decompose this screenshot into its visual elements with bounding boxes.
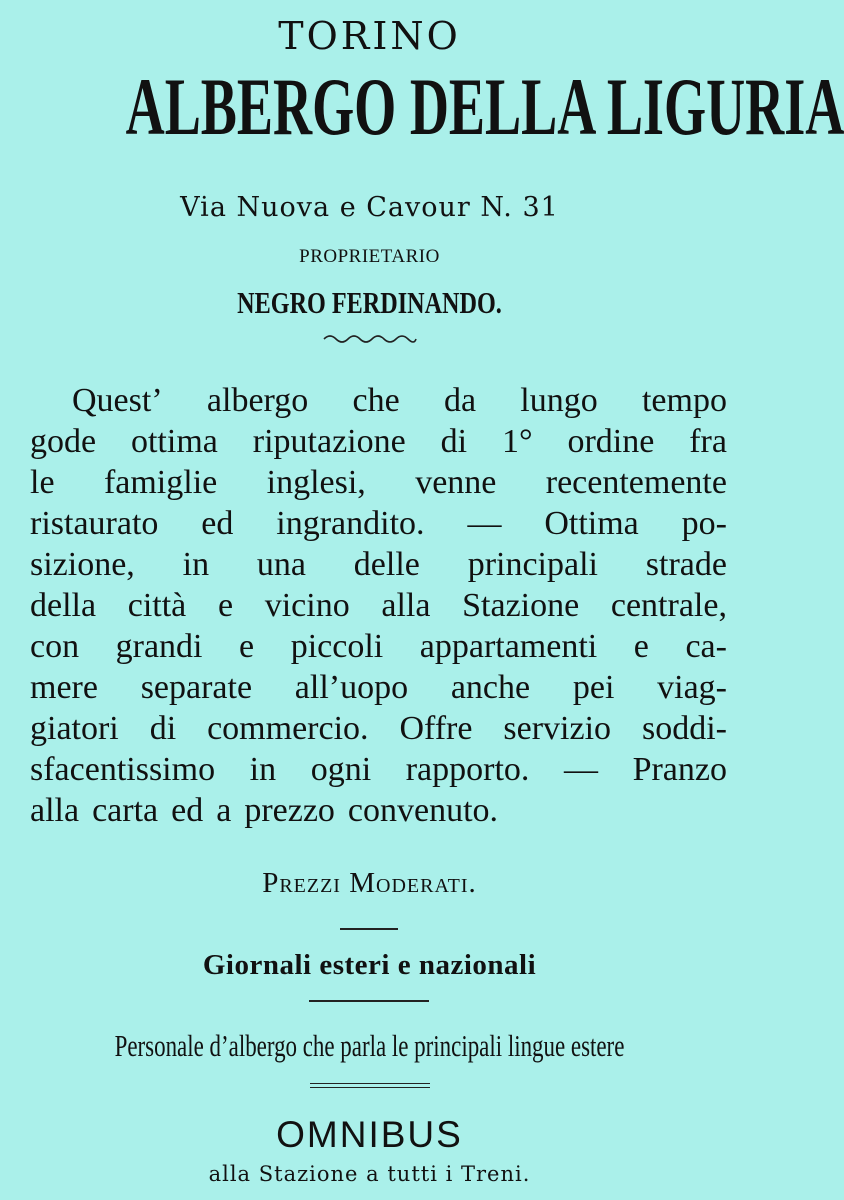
text-word: ca- — [685, 628, 727, 665]
divider-medium — [309, 1000, 429, 1002]
text-word: fra — [689, 423, 727, 460]
text-word: Offre — [399, 710, 473, 747]
owner-label: PROPRIETARIO — [299, 246, 440, 267]
text-word: centrale, — [610, 587, 727, 624]
text-word: Ottima — [544, 505, 639, 542]
city-heading: TORINO — [278, 14, 461, 58]
text-word: con — [30, 628, 80, 665]
text-word: anche — [450, 669, 531, 706]
text-word: — — [467, 505, 502, 542]
text-word: Pranzo — [632, 751, 727, 788]
text-word: e — [217, 587, 234, 624]
text-line — [30, 708, 727, 749]
text-word: tempo — [641, 382, 727, 419]
text-word: da — [443, 382, 477, 419]
text-word: di — [440, 423, 468, 460]
hotel-address: Via Nuova e Cavour N. 31 — [180, 192, 559, 223]
text-word: ottima — [130, 423, 218, 460]
text-word: viag- — [657, 669, 727, 706]
text-word: strade — [645, 546, 727, 583]
staff-note: Personale d’albergo che parla le principali lingue estere — [114, 1028, 625, 1063]
text-word: ordine — [567, 423, 655, 460]
text-word: giatori — [30, 710, 119, 747]
text-word: carta — [92, 792, 159, 829]
text-word: città — [127, 587, 187, 624]
text-word: venne — [415, 464, 497, 501]
prices-note: Prezzi Moderati. — [262, 867, 477, 899]
wavy-divider — [322, 331, 418, 345]
text-word: — — [563, 751, 598, 788]
text-word: riputazione — [252, 423, 406, 460]
text-word: inglesi, — [266, 464, 366, 501]
text-word: e — [633, 628, 649, 665]
text-line — [30, 749, 727, 790]
text-word: alla — [381, 587, 431, 624]
text-line — [30, 544, 727, 585]
text-word: appartamenti — [419, 628, 598, 665]
text-word: grandi — [115, 628, 203, 665]
text-line — [30, 585, 727, 626]
text-word: delle — [353, 546, 420, 583]
hotel-name-heading: ALBERGO DELLA LIGURIA — [125, 61, 844, 152]
text-word: separate — [140, 669, 253, 706]
text-word: famiglie — [103, 464, 218, 501]
text-word: vicino — [264, 587, 350, 624]
text-word: ogni — [310, 751, 372, 788]
text-word: ingrandito. — [276, 505, 425, 542]
text-word: soddi- — [641, 710, 727, 747]
text-word: prezzo — [244, 792, 335, 829]
text-word: gode — [30, 423, 97, 460]
text-line — [30, 790, 727, 831]
newspapers-note: Giornali esteri e nazionali — [202, 949, 537, 981]
text-word: mere — [30, 669, 98, 706]
text-word: e — [239, 628, 255, 665]
text-word: in — [249, 751, 277, 788]
text-word: albergo — [206, 382, 309, 419]
text-word: rapporto. — [405, 751, 530, 788]
text-word: che — [352, 382, 400, 419]
text-word: principali — [467, 546, 598, 583]
divider-double-top — [310, 1083, 430, 1084]
text-line — [30, 626, 727, 667]
divider-short — [340, 928, 398, 930]
divider-double-bottom — [310, 1087, 430, 1088]
text-word: a — [216, 792, 232, 829]
text-word: po- — [681, 505, 727, 542]
description-paragraph — [30, 380, 727, 831]
text-word: della — [30, 587, 97, 624]
text-word: una — [256, 546, 306, 583]
text-word: recentemente — [545, 464, 727, 501]
text-line — [30, 421, 727, 462]
text-line — [30, 503, 727, 544]
omnibus-subtitle: alla Stazione a tutti i Treni. — [208, 1162, 531, 1186]
text-word: pei — [572, 669, 615, 706]
text-word: ed — [171, 792, 204, 829]
text-word: Quest’ — [72, 382, 163, 419]
text-word: ed — [201, 505, 234, 542]
text-word: di — [149, 710, 177, 747]
text-line — [30, 380, 727, 421]
text-word: piccoli — [290, 628, 384, 665]
text-word: sfacentissimo — [30, 751, 216, 788]
text-word: Stazione — [462, 587, 580, 624]
text-word: ristaurato — [30, 505, 159, 542]
text-word: commercio. — [207, 710, 369, 747]
omnibus-heading: OMNIBUS — [276, 1114, 463, 1155]
text-word: sizione, — [30, 546, 135, 583]
text-word: 1° — [501, 423, 533, 460]
text-word: lungo — [520, 382, 598, 419]
text-line — [30, 667, 727, 708]
text-word: alla — [30, 792, 80, 829]
text-word: convenuto. — [347, 792, 499, 829]
text-word: all’uopo — [294, 669, 409, 706]
text-word: in — [182, 546, 210, 583]
text-word: servizio — [503, 710, 612, 747]
text-word: le — [30, 464, 55, 501]
owner-name: NEGRO FERDINANDO. — [237, 285, 502, 320]
text-line — [30, 462, 727, 503]
